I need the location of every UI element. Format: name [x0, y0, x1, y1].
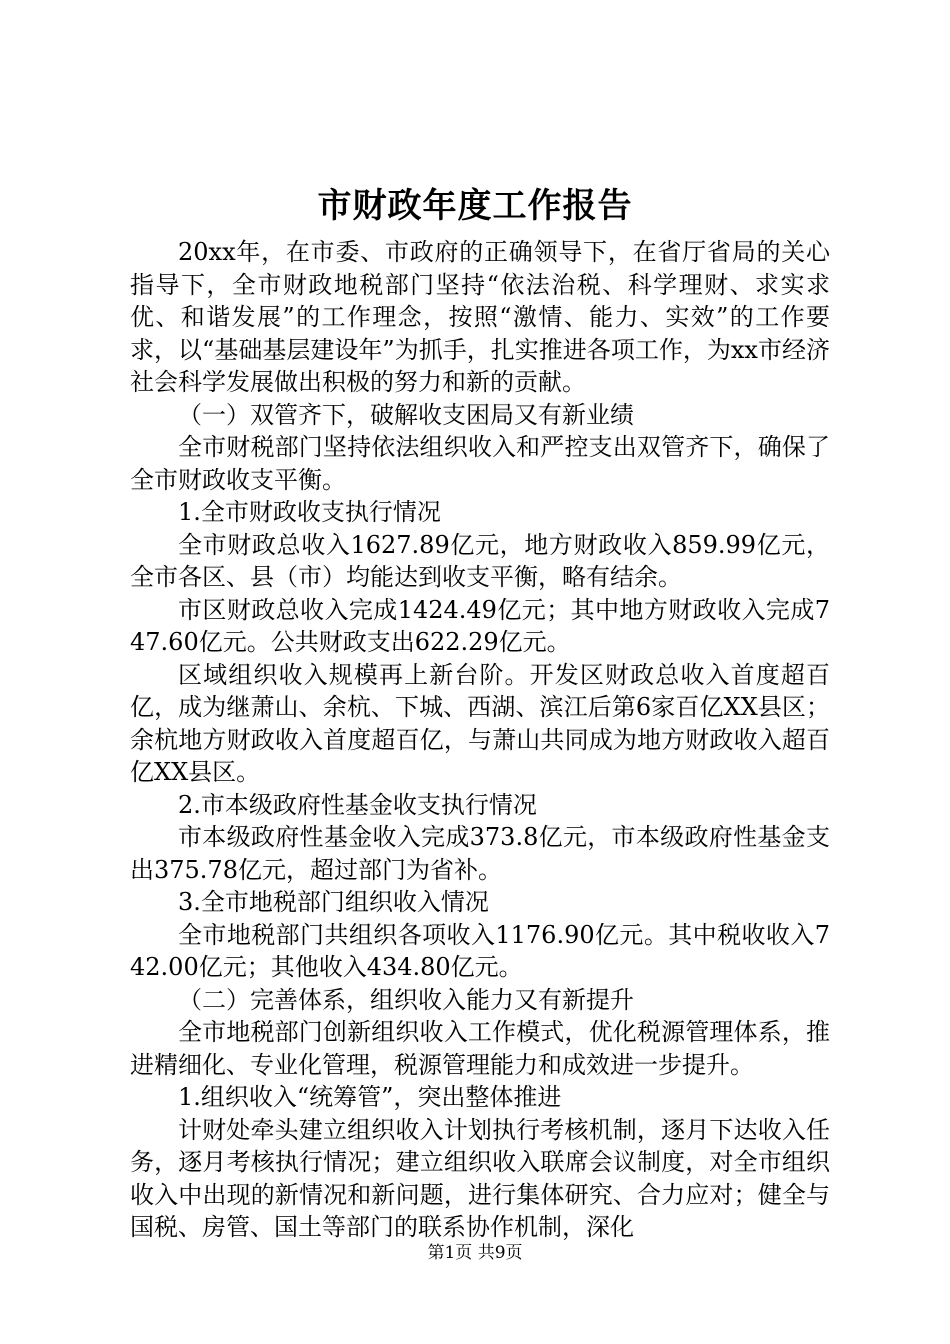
section-heading-1: （一）双管齐下，破解收支困局又有新业绩 [178, 400, 634, 429]
page-footer: 第1页 共9页 [427, 1243, 523, 1263]
paragraph-fund-revenue: 市本级政府性基金收入完成373.8亿元，市本级政府性基金支出375.78亿元，超过部门为省补。 [130, 823, 830, 884]
section-2-paragraph: 全市地税部门创新组织收入工作模式，优化税源管理体系，推进精细化、专业化管理，税源管理能力和成效进一步提升。 [130, 1018, 830, 1079]
intro-paragraph: 20xx年，在市委、市政府的正确领导下，在省厅省局的关心指导下，全市财政地税部门坚持“依法治税、科学理财、求实求优、和谐发展”的工作理念，按照“激情、能力、实效”的工作要求，以“基础基层建设年”为抓手，扎实推进各项工作，为xx市经济社会科学发展做出积极的努力和新的贡献。 [130, 238, 830, 396]
section-heading-2: （二）完善体系，组织收入能力又有新提升 [178, 985, 634, 1014]
section-1-paragraph: 全市财税部门坚持依法组织收入和严控支出双管齐下，确保了全市财政收支平衡。 [130, 433, 830, 494]
subsection-heading-1-1: 1.全市财政收支执行情况 [178, 498, 441, 526]
paragraph-total-revenue: 全市财政总收入1627.89亿元，地方财政收入859.99亿元，全市各区、县（市）均能达到收支平衡，略有结余。 [130, 530, 830, 591]
document-body [130, 236, 830, 1244]
document-title: 市财政年度工作报告 [317, 186, 633, 226]
subsection-heading-1-3: 3.全市地税部门组织收入情况 [178, 888, 489, 916]
paragraph-coordination: 计财处牵头建立组织收入计划执行考核机制，逐月下达收入任务，逐月考核执行情况；建立组织收入联席会议制度，对全市组织收入中出现的新情况和新问题，进行集体研究、合力应对；健全与国税、房管、国土等部门的联系协作机制，深化 [130, 1115, 830, 1241]
paragraph-urban-revenue: 市区财政总收入完成1424.49亿元；其中地方财政收入完成747.60亿元。公共财政支出622.29亿元。 [130, 595, 830, 656]
paragraph-tax-revenue: 全市地税部门共组织各项收入1176.90亿元。其中税收收入742.00亿元；其他收入434.80亿元。 [130, 920, 830, 981]
paragraph-regional-revenue: 区域组织收入规模再上新台阶。开发区财政总收入首度超百亿，成为继萧山、余杭、下城、西湖、滨江后第6家百亿XX县区；余杭地方财政收入首度超百亿，与萧山共同成为地方财政收入超百亿XX县区。 [130, 660, 830, 786]
subsection-heading-1-2: 2.市本级政府性基金收支执行情况 [178, 790, 537, 819]
subsection-heading-2-1: 1.组织收入“统筹管”，突出整体推进 [178, 1083, 562, 1111]
